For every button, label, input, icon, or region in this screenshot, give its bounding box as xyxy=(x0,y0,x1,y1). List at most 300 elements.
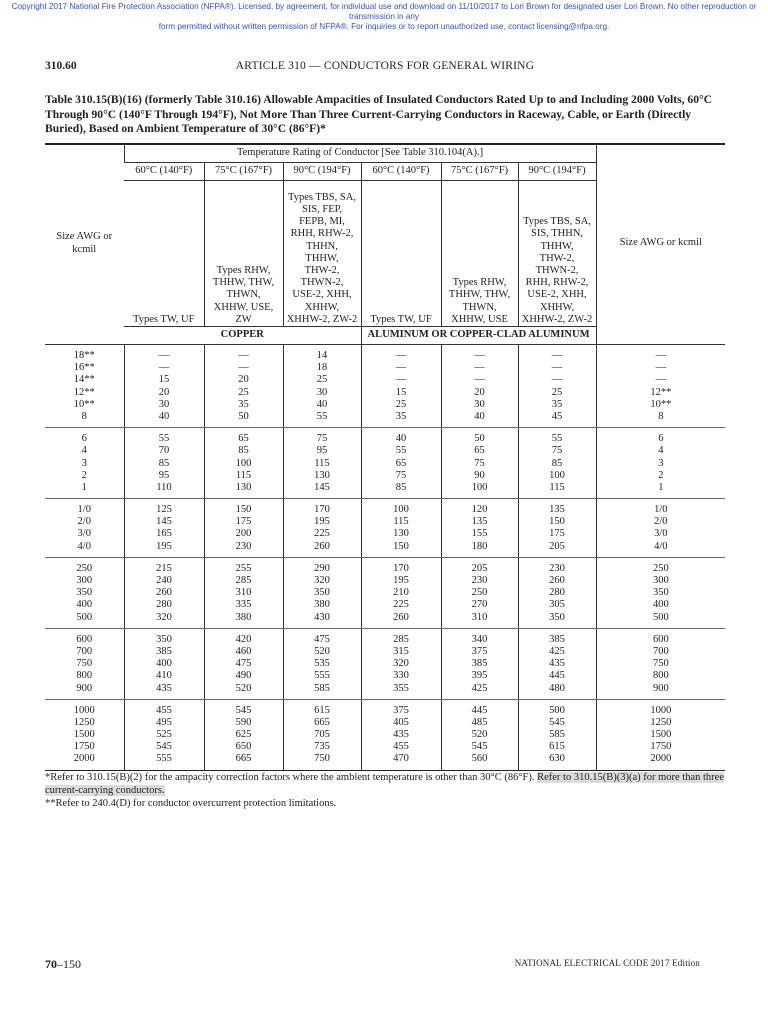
ampacity-cell xyxy=(124,499,204,558)
ampacity-cell xyxy=(283,499,361,558)
cell-value: — xyxy=(395,350,407,361)
cell-value: 330 xyxy=(393,670,409,682)
cell-value: 55 xyxy=(158,433,170,445)
cell-value: 8 xyxy=(658,410,664,422)
cell-value: 6 xyxy=(81,433,87,445)
cell-value: 25 xyxy=(238,386,249,398)
cell-value: 130 xyxy=(314,469,330,481)
cell-value: 75 xyxy=(316,433,328,445)
cell-value: 385 xyxy=(549,633,565,645)
cell-value: 95 xyxy=(316,445,328,457)
cell-value: 30 xyxy=(474,398,485,410)
cell-value: 320 xyxy=(393,658,409,670)
ampacity-cell xyxy=(124,628,204,699)
cell-value: 630 xyxy=(549,753,565,765)
cell-value: 545 xyxy=(549,716,565,728)
cell-value: 3/0 xyxy=(654,528,668,540)
cell-value: 115 xyxy=(235,469,252,481)
conductor-type-line: THHW, xyxy=(540,240,574,252)
cell-value: — xyxy=(551,350,563,361)
cell-value: 1000 xyxy=(73,704,95,716)
cell-value: 115 xyxy=(314,457,330,469)
cell-value: 100 xyxy=(393,504,409,516)
cell-value: — xyxy=(395,362,407,374)
ampacity-cell xyxy=(361,628,441,699)
temperature-rating-header: Temperature Rating of Conductor [See Table 310.104(A).] xyxy=(124,144,596,163)
conductor-types-cell xyxy=(518,181,596,327)
cell-value: 2/0 xyxy=(654,516,668,528)
ampacity-cell xyxy=(283,345,361,428)
cell-value: 1750 xyxy=(650,741,672,753)
cell-value: 500 xyxy=(549,704,565,716)
cell-value: 4 xyxy=(81,445,87,457)
cell-value: 85 xyxy=(551,457,563,469)
cell-value: 95 xyxy=(158,469,170,481)
cell-value: 535 xyxy=(314,658,330,670)
cell-value: 285 xyxy=(235,575,252,586)
cell-value: 250 xyxy=(471,587,488,599)
article-title: ARTICLE 310 — CONDUCTORS FOR GENERAL WIRING xyxy=(235,60,535,72)
conductor-type-line: USE-2, XHH, xyxy=(527,289,587,301)
cell-value: 75 xyxy=(551,445,563,457)
cell-value: 180 xyxy=(471,540,488,552)
ampacity-cell xyxy=(441,557,518,628)
cell-value: 310 xyxy=(471,611,488,623)
conductor-type-line: Types TBS, SA, xyxy=(523,216,591,228)
cell-value: 260 xyxy=(156,587,172,599)
cell-value: 120 xyxy=(471,504,488,516)
temperature-cell: 75°C (167°F) xyxy=(441,163,518,181)
cell-value: 195 xyxy=(314,516,330,528)
cell-value: 900 xyxy=(652,682,669,694)
conductor-types-cell xyxy=(124,181,204,327)
cell-value: 1 xyxy=(658,481,664,493)
cell-value: 455 xyxy=(156,704,172,716)
cell-value: 555 xyxy=(314,670,330,682)
page-number xyxy=(45,957,81,972)
ampacity-cell xyxy=(518,557,596,628)
conductor-type-line: THHW, THW, xyxy=(448,289,511,301)
cell-value: 230 xyxy=(549,562,565,574)
ampacity-cell xyxy=(518,499,596,558)
cell-value: 1500 xyxy=(650,729,672,741)
cell-value: 125 xyxy=(156,504,172,516)
cell-value: 1/0 xyxy=(654,504,668,516)
cell-value: 395 xyxy=(471,670,488,682)
conductor-type-line: THWN, xyxy=(462,301,497,313)
size-cell xyxy=(45,628,124,699)
cell-value: 25 xyxy=(551,386,563,398)
cell-value: — xyxy=(474,362,485,374)
cell-value: 14 xyxy=(316,350,328,361)
cell-value: 75 xyxy=(395,469,407,481)
cell-value: 500 xyxy=(76,611,93,623)
conductor-type-line: XHHW-2, ZW-2 xyxy=(521,313,593,325)
cell-value: 410 xyxy=(156,670,172,682)
cell-value: 700 xyxy=(76,645,93,657)
cell-value: 4 xyxy=(658,445,664,457)
cell-value: 545 xyxy=(156,741,172,753)
cell-value: 665 xyxy=(235,753,252,765)
cell-value: 25 xyxy=(395,398,407,410)
temperature-cell: 60°C (140°F) xyxy=(124,163,204,181)
ampacity-table-body xyxy=(45,345,725,771)
cell-value: 750 xyxy=(652,658,669,670)
conductor-type-line: THW-2, xyxy=(304,264,340,276)
cell-value: 375 xyxy=(471,645,488,657)
cell-value: 445 xyxy=(549,670,565,682)
ampacity-cell xyxy=(441,499,518,558)
cell-value: 215 xyxy=(156,562,172,574)
section-number: 310.60 xyxy=(45,60,77,72)
conductor-type-line: XHHW-2, ZW-2 xyxy=(286,313,358,325)
conductor-type-line: XHHW, xyxy=(304,301,340,313)
cell-value: 350 xyxy=(156,633,172,645)
ampacity-cell xyxy=(441,699,518,770)
cell-value: 600 xyxy=(652,633,669,645)
cell-value: 2/0 xyxy=(77,516,91,528)
cell-value: 205 xyxy=(549,540,565,552)
cell-value: — xyxy=(474,350,485,361)
conductor-type-line: SIS, FEP, xyxy=(302,203,342,215)
cell-value: 350 xyxy=(76,587,93,599)
cell-value: 225 xyxy=(393,599,409,611)
cell-value: 150 xyxy=(549,516,565,528)
conductor-type-line: ZW xyxy=(235,313,252,325)
cell-value: 14** xyxy=(73,374,95,386)
cell-value: 18 xyxy=(316,362,328,374)
cell-value: 135 xyxy=(471,516,488,528)
conductor-type-line: FEPB, MI, xyxy=(299,216,345,228)
size-cell-right xyxy=(596,699,725,770)
cell-value: 150 xyxy=(235,504,252,516)
conductor-type-line: Types TW, UF xyxy=(370,313,432,325)
ampacity-cell xyxy=(124,345,204,428)
ampacity-cell xyxy=(204,345,283,428)
cell-value: 100 xyxy=(235,457,252,469)
ampacity-cell xyxy=(204,628,283,699)
cell-value: 55 xyxy=(316,410,328,422)
cell-value: 380 xyxy=(235,611,252,623)
cell-value: 240 xyxy=(156,575,172,586)
cell-value: 385 xyxy=(156,645,172,657)
cell-value: 585 xyxy=(549,729,565,741)
cell-value: 10** xyxy=(650,398,672,410)
cell-value: 230 xyxy=(471,575,488,586)
size-column-header xyxy=(45,144,124,345)
cell-value: 50 xyxy=(238,410,249,422)
cell-value: 20 xyxy=(238,374,249,386)
conductor-type-line: THHW, THW, xyxy=(212,277,275,289)
cell-value: 55 xyxy=(551,433,563,445)
cell-value: 55 xyxy=(395,445,407,457)
cell-value: 400 xyxy=(652,599,669,611)
table-caption: Table 310.15(B)(16) (formerly Table 310.16) Allowable Ampacities of Insulated Conductors Rated Up to and Including 2000 Volts, 60°C Through 90°C (140°F Through 194°F), Not More Than Three Current-Carrying Conductors in Raceway, Cable, or Earth (Directly Buried), Based on Ambient Temperature of 30°C (86°F)* xyxy=(45,93,713,136)
cell-value: 480 xyxy=(549,682,565,694)
ampacity-cell xyxy=(441,345,518,428)
edition-footer: NATIONAL ELECTRICAL CODE 2017 Edition xyxy=(514,958,700,968)
temperature-cell: 90°C (194°F) xyxy=(518,163,596,181)
cell-value: 750 xyxy=(314,753,330,765)
cell-value: 230 xyxy=(235,540,252,552)
cell-value: 490 xyxy=(235,670,252,682)
cell-value: 435 xyxy=(549,658,565,670)
table-row xyxy=(45,428,725,499)
cell-value: 4/0 xyxy=(654,540,668,552)
cell-value: 705 xyxy=(314,729,330,741)
copyright-line-1: Copyright 2017 National Fire Protection Association (NFPA®). Licensed, by agreement, for individual use and download on 11/10/2017 to Lori Brown for designated user Lori Brown. No other reproduction or transmission in any xyxy=(11,2,757,21)
ampacity-cell xyxy=(361,699,441,770)
cell-value: 350 xyxy=(652,587,669,599)
cell-value: 700 xyxy=(652,645,669,657)
cell-value: — xyxy=(238,350,249,361)
conductor-type-line: Types TBS, SA, xyxy=(288,191,356,203)
size-cell-right xyxy=(596,428,725,499)
cell-value: 130 xyxy=(235,481,252,493)
cell-value: 8 xyxy=(81,410,87,422)
cell-value: 320 xyxy=(314,575,330,586)
cell-value: 375 xyxy=(393,704,409,716)
ampacity-cell xyxy=(283,557,361,628)
cell-value: 250 xyxy=(652,562,669,574)
size-cell xyxy=(45,699,124,770)
cell-value: 520 xyxy=(235,682,252,694)
cell-value: 10** xyxy=(73,398,95,410)
cell-value: 2000 xyxy=(650,753,672,765)
size-label-line-1: Size AWG or xyxy=(56,231,113,243)
cell-value: 3 xyxy=(81,457,87,469)
cell-value: 260 xyxy=(393,611,409,623)
conductor-types-cell xyxy=(441,181,518,327)
ampacity-cell xyxy=(441,628,518,699)
cell-value: 555 xyxy=(156,753,172,765)
cell-value: — xyxy=(551,374,563,386)
cell-value: 85 xyxy=(395,481,407,493)
size-cell xyxy=(45,345,124,428)
cell-value: 45 xyxy=(551,410,563,422)
ampacity-cell xyxy=(283,628,361,699)
cell-value: 435 xyxy=(156,682,172,694)
cell-value: 6 xyxy=(658,433,664,445)
cell-value: 350 xyxy=(314,587,330,599)
cell-value: 35 xyxy=(238,398,249,410)
footnote-1-highlighted: Refer to 310.15(B)(3)(a) for more than three current-carrying conductors. xyxy=(45,772,724,796)
conductor-type-line: Types TW, UF xyxy=(133,313,195,325)
cell-value: 35 xyxy=(395,410,407,422)
conductor-type-line: XHHW, USE xyxy=(451,313,508,325)
cell-value: 750 xyxy=(76,658,93,670)
cell-value: 445 xyxy=(471,704,488,716)
cell-value: 260 xyxy=(549,575,565,586)
cell-value: 520 xyxy=(471,729,488,741)
cell-value: 195 xyxy=(156,540,172,552)
cell-value: 40 xyxy=(158,410,170,422)
cell-value: 435 xyxy=(393,729,409,741)
ampacity-cell xyxy=(361,499,441,558)
cell-value: 30 xyxy=(158,398,170,410)
ampacity-cell xyxy=(124,699,204,770)
page-number-suffix: –150 xyxy=(57,957,81,971)
conductor-type-line: USE-2, XHH, xyxy=(292,289,352,301)
cell-value: 355 xyxy=(393,682,409,694)
cell-value: 85 xyxy=(238,445,249,457)
cell-value: 270 xyxy=(471,599,488,611)
cell-value: 430 xyxy=(314,611,330,623)
cell-value: 200 xyxy=(235,528,252,540)
ampacity-cell xyxy=(361,557,441,628)
cell-value: 340 xyxy=(471,633,488,645)
conductor-type-line: THHN, xyxy=(306,240,338,252)
cell-value: 65 xyxy=(474,445,485,457)
cell-value: 320 xyxy=(156,611,172,623)
footnote-2: **Refer to 240.4(D) for conductor overcurrent protection limitations. xyxy=(45,798,337,809)
cell-value: 900 xyxy=(76,682,93,694)
conductor-type-line: XHHW, USE, xyxy=(213,301,274,313)
cell-value: — xyxy=(655,362,667,374)
cell-value: 455 xyxy=(393,741,409,753)
cell-value: — xyxy=(551,362,563,374)
size-label-line-2: kcmil xyxy=(72,243,97,255)
cell-value: 3 xyxy=(658,457,664,469)
cell-value: — xyxy=(238,362,249,374)
cell-value: 545 xyxy=(235,704,252,716)
cell-value: 615 xyxy=(314,704,330,716)
cell-value: 20 xyxy=(158,386,170,398)
cell-value: 590 xyxy=(235,716,252,728)
cell-value: 210 xyxy=(393,587,409,599)
cell-value: 18** xyxy=(73,350,95,361)
cell-value: 460 xyxy=(235,645,252,657)
cell-value: 170 xyxy=(314,504,330,516)
cell-value: 485 xyxy=(471,716,488,728)
cell-value: 12** xyxy=(73,386,95,398)
cell-value: — xyxy=(655,350,667,361)
cell-value: 650 xyxy=(235,741,252,753)
size-cell xyxy=(45,557,124,628)
cell-value: — xyxy=(395,374,407,386)
cell-value: 335 xyxy=(235,599,252,611)
size-cell-right xyxy=(596,345,725,428)
cell-value: 145 xyxy=(314,481,330,493)
cell-value: 1000 xyxy=(650,704,672,716)
cell-value: 300 xyxy=(652,575,669,586)
cell-value: 280 xyxy=(549,587,565,599)
cell-value: 135 xyxy=(549,504,565,516)
copyright-line-2: form permitted without written permission of NFPA®. For inquiries or to report unauthorized use, contact licensing@nfpa.org. xyxy=(158,22,610,31)
cell-value: 300 xyxy=(76,575,93,586)
cell-value: 1500 xyxy=(73,729,95,741)
table-row xyxy=(45,499,725,558)
cell-value: 420 xyxy=(235,633,252,645)
cell-value: 665 xyxy=(314,716,330,728)
cell-value: 115 xyxy=(549,481,565,493)
size-cell-right xyxy=(596,628,725,699)
size-column-header-right: Size AWG or kcmil xyxy=(596,144,725,345)
cell-value: 350 xyxy=(549,611,565,623)
conductor-type-line: THW-2, xyxy=(539,252,575,264)
size-cell xyxy=(45,499,124,558)
conductor-type-line: THHW, xyxy=(305,252,339,264)
cell-value: 495 xyxy=(156,716,172,728)
cell-value: 100 xyxy=(471,481,488,493)
cell-value: 145 xyxy=(156,516,172,528)
cell-value: 310 xyxy=(235,587,252,599)
conductor-types-cell xyxy=(361,181,441,327)
cell-value: 250 xyxy=(76,562,93,574)
cell-value: 425 xyxy=(471,682,488,694)
cell-value: 305 xyxy=(549,599,565,611)
cell-value: 115 xyxy=(393,516,409,528)
ampacity-cell xyxy=(518,345,596,428)
cell-value: — xyxy=(158,350,170,361)
cell-value: 400 xyxy=(76,599,93,611)
running-header xyxy=(45,60,725,76)
table-row xyxy=(45,699,725,770)
cell-value: 380 xyxy=(314,599,330,611)
cell-value: 155 xyxy=(471,528,488,540)
cell-value: 290 xyxy=(314,562,330,574)
ampacity-cell xyxy=(361,428,441,499)
cell-value: 150 xyxy=(393,540,409,552)
cell-value: 2 xyxy=(658,469,664,481)
cell-value: 195 xyxy=(393,575,409,586)
cell-value: 1750 xyxy=(73,741,95,753)
size-cell-right xyxy=(596,557,725,628)
cell-value: 40 xyxy=(474,410,485,422)
cell-value: 90 xyxy=(474,469,485,481)
cell-value: 15 xyxy=(158,374,170,386)
conductor-type-line: THWN, xyxy=(226,289,261,301)
cell-value: 385 xyxy=(471,658,488,670)
cell-value: 2 xyxy=(81,469,87,481)
copper-label: COPPER xyxy=(124,327,361,345)
cell-value: 225 xyxy=(314,528,330,540)
ampacity-cell xyxy=(204,699,283,770)
ampacity-cell xyxy=(283,699,361,770)
cell-value: 65 xyxy=(395,457,407,469)
page-number-prefix: 70 xyxy=(45,957,57,971)
cell-value: 425 xyxy=(549,645,565,657)
size-cell xyxy=(45,428,124,499)
ampacity-cell xyxy=(441,428,518,499)
conductor-type-line: RHH, RHW-2, xyxy=(290,228,354,240)
cell-value: 3/0 xyxy=(77,528,91,540)
cell-value: 800 xyxy=(652,670,669,682)
cell-value: 525 xyxy=(156,729,172,741)
conductor-type-line: Types RHW, xyxy=(452,277,507,289)
conductor-types-cell xyxy=(283,181,361,327)
cell-value: 50 xyxy=(474,433,485,445)
cell-value: 85 xyxy=(158,457,170,469)
conductor-type-line: THWN-2, xyxy=(300,277,344,289)
ampacity-cell xyxy=(204,557,283,628)
cell-value: 12** xyxy=(650,386,672,398)
cell-value: 285 xyxy=(393,633,409,645)
copyright-notice xyxy=(0,2,768,32)
cell-value: 800 xyxy=(76,670,93,682)
cell-value: — xyxy=(158,362,170,374)
cell-value: 40 xyxy=(395,433,407,445)
cell-value: — xyxy=(474,374,485,386)
cell-value: 520 xyxy=(314,645,330,657)
conductor-types-cell xyxy=(204,181,283,327)
cell-value: 260 xyxy=(314,540,330,552)
cell-value: 545 xyxy=(471,741,488,753)
cell-value: 165 xyxy=(156,528,172,540)
conductor-type-line: THWN-2, xyxy=(535,264,579,276)
cell-value: 175 xyxy=(235,516,252,528)
cell-value: 175 xyxy=(549,528,565,540)
